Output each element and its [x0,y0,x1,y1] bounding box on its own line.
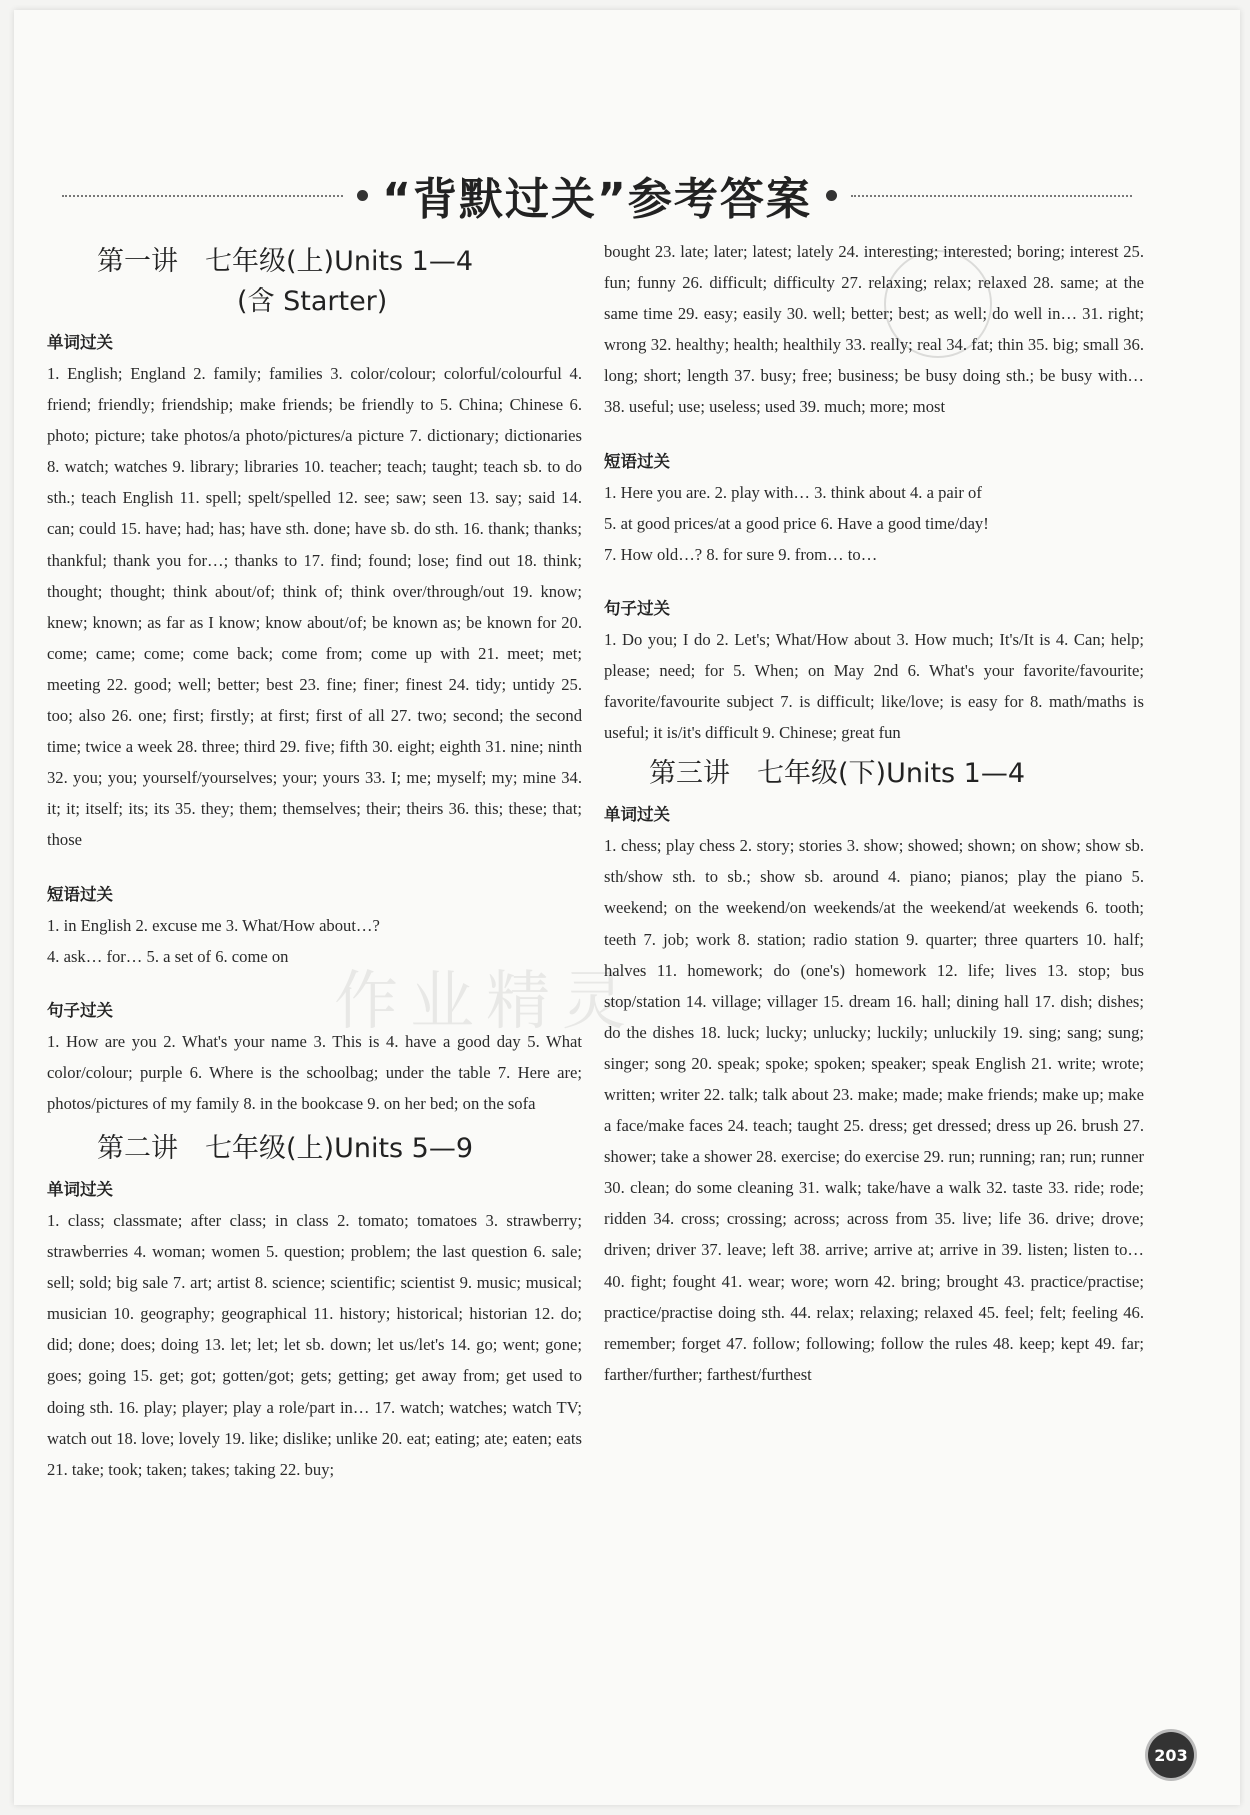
lecture-1-subtitle: (含 Starter) [237,286,388,317]
lecture-2-phrases-line-1: 1. Here you are. 2. play with… 3. think about 4. a pair of [604,482,982,502]
lecture-3-title: 第三讲 七年级(下)Units 1—4 [649,758,1026,790]
page-title: “背默过关”参考答案 [382,174,812,225]
lecture-1-sentences: 1. How are you 2. What's your name 3. This is 4. have a good day 5. What color/colour; purple 6. Where is the schoolbag; under the table 7. Here are; photos/pictures of my family 8. in the bookcase 9. on her bed; on the sofa [47,1031,582,1113]
phrases-section-heading: 短语过关 [47,884,113,904]
lecture-3-heading [604,754,1144,794]
lecture-3-words: 1. chess; play chess 2. story; stories 3. show; showed; shown; on show; show sb. sth/show sth. to sb.; show sb. around 4. piano; pianos; play the piano 5. weekend; on the weekend/on weekends/at the weekend/at weekends 6. tooth; teeth 7. job; work 8. station; radio station 9. quarter; three quarters 10. half; halves 11. homework; do (one's) homework 12. life; lives 13. stop; bus stop/station 14. village; villager 15. dream 16. hall; dining hall 17. dish; dishes; do the dishes 18. luck; lucky; unlucky; luckily; unluckily 19. sing; sang; sung; singer; song 20. speak; spoke; spoken; speaker; speak English 21. write; wrote; written; writer 22. talk; talk about 23. make; made; make friends; make up; make a face/make faces 24. teach; taught 25. dress; get dressed; dress up 26. brush 27. shower; take a shower 28. exercise; do exercise 29. run; running; ran; run; runner 30. clean; do some cleaning 31. walk; take/have a walk 32. taste 33. ride; rode; ridden 34. cross; crossing; across; across from 35. live; life 36. drive; drove; driven; driver 37. leave; left 38. arrive; arrive at; arrive in 39. listen; listen to… 40. fight; fought 41. wear; wore; worn 42. bring; brought 43. practice/practise; practice/practise doing sth. 44. relax; relaxing; relaxed 45. feel; felt; feeling 46. remember; forget 47. follow; following; follow the rules 48. keep; kept 49. far; farther/further; farthest/furthest [604,836,1144,1384]
words-section-heading: 单词过关 [604,805,670,825]
lecture-2-words-part-1: 1. class; classmate; after class; in class 2. tomato; tomatoes 3. strawberry; strawberries 4. woman; women 5. question; problem; the last question 6. sale; sell; sold; big sale 7. art; artist 8. science; scientific; scientist 9. music; musical; musician 10. geography; geographical 11. history; historical; historian 12. do; did; done; does; doing 13. let; let; let sb. down; let us/let's 14. go; went; gone; goes; going 15. get; got; gotten/got; gets; getting; get away from; get used to doing sth. 16. play; player; play a role/part in… 17. watch; watches; watch TV; watch out 18. love; lovely 19. like; dislike; unlike 20. eat; eating; ate; eaten; eats 21. take; took; taken; takes; taking 22. buy; [47,1210,582,1479]
bullet-icon [826,190,837,201]
answer-page [14,10,1240,1805]
lecture-2-sentences: 1. Do you; I do 2. Let's; What/How about 3. How much; It's/It is 4. Can; help; please; need; for 5. When; on May 2nd 6. What's your favorite/favourite; favorite/favourite subject 7. is difficult; like/love; is easy for 8. math/maths is useful; it is/it's difficult 9. Chinese; great fun [604,629,1144,743]
lecture-2-heading [47,1129,582,1169]
lecture-2-phrases-line-2: 5. at good prices/at a good price 6. Have a good time/day! [604,513,989,533]
sentences-section-heading: 句子过关 [47,1000,113,1020]
lecture-1-words: 1. English; England 2. family; families 3. color/colour; colorful/colourful 4. friend; friendly; friendship; make friends; be friendly to 5. China; Chinese 6. photo; picture; take photos/a photo/pictures/a picture 7. dictionary; dictionaries 8. watch; watches 9. library; libraries 10. teacher; teach; taught; teach sb. to do sth.; teach English 11. spell; spelt/spelled 12. see; saw; seen 13. say; said 14. can; could 15. have; had; has; have sth. done; have sb. do sth. 16. thank; thanks; thankful; thank you for…; thanks to 17. find; found; lose; find out 18. think; thought; thought; think about/of; think of; think over/through/out 19. know; knew; known; as far as I know; know about/of; be known as; be known for 20. come; came; come; come back; come from; come up with 21. meet; met; meeting 22. good; well; better; best 23. fine; finer; finest 24. tidy; untidy 25. too; also 26. one; first; firstly; at first; first of all 27. two; second; the second time; twice a week 28. three; third 29. five; fifth 30. eight; eighth 31. nine; ninth 32. you; you; yourself/yourselves; your; yours 33. I; me; myself; my; mine 34. it; it; itself; its; its 35. they; them; themselves; their; theirs 36. this; these; that; those [47,364,582,850]
watermark: 作业精灵 [334,965,638,1039]
lecture-1-phrases-line-1: 1. in English 2. excuse me 3. What/How about…? [47,915,380,935]
sentences-section-heading: 句子过关 [604,598,670,618]
phrases-section-heading: 短语过关 [604,451,670,471]
page-title-row [62,160,1132,230]
lecture-2-title: 第二讲 七年级(上)Units 5—9 [97,1132,474,1164]
bullet-icon [357,190,368,201]
right-column [604,236,1144,1390]
page-number-badge: 203 [1148,1732,1194,1778]
title-divider-left [62,195,343,197]
words-section-heading: 单词过关 [47,333,113,352]
lecture-2-words-part-2: bought 23. late; later; latest; lately 24. interesting; interested; boring; interest 25. fun; funny 26. difficult; difficulty 27. relaxing; relax; relaxed 28. same; at the same time 29. easy; easily 30. well; better; best; as well; do well in… 31. right; wrong 32. healthy; health; healthily 33. really; real 34. fat; thin 35. big; small 36. long; short; length 37. busy; free; business; be busy doing sth.; be busy with… 38. useful; use; useless; used 39. much; more; most [604,242,1144,417]
lecture-1-phrases-line-2: 4. ask… for… 5. a set of 6. come on [47,946,289,966]
title-divider-right [851,195,1132,197]
lecture-1-title: 第一讲 七年级(上)Units 1—4 [97,246,474,277]
lecture-1-heading [47,242,582,322]
words-section-heading: 单词过关 [47,1179,113,1199]
lecture-2-phrases-line-3: 7. How old…? 8. for sure 9. from… to… [604,544,878,564]
left-column [47,242,582,1485]
